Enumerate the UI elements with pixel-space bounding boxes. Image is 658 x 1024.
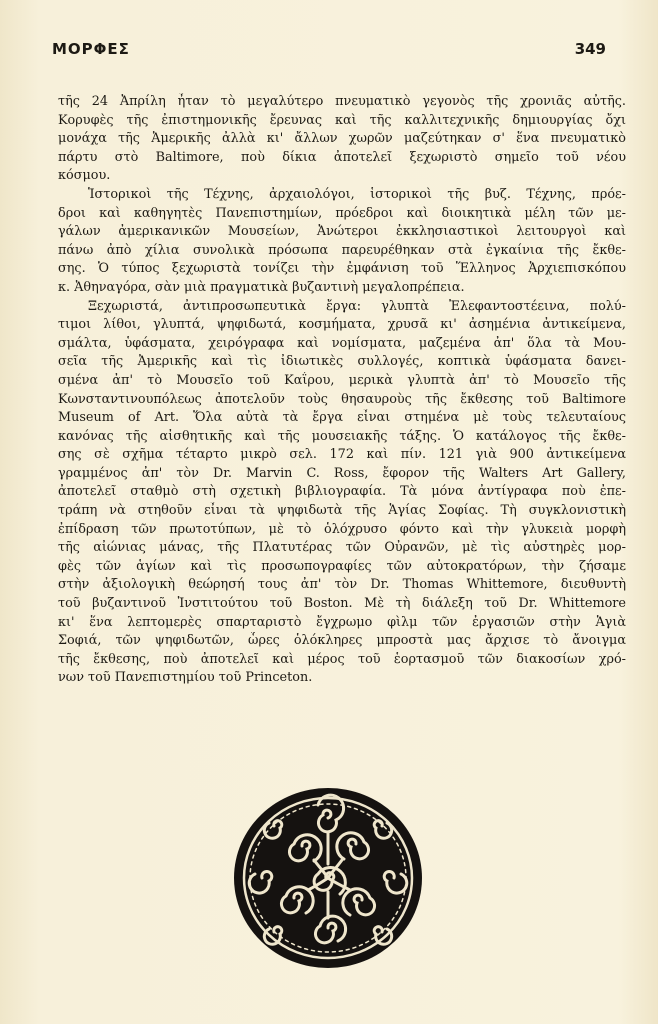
text-line: κόσμου.: [58, 168, 111, 184]
text-line: σης. Ὁ τύπος ξεχωριστὰ τονίζει τὴν ἐμφάνιση τοῦ Ἕλληνος Ἀρχιεπισκόπου: [58, 261, 626, 277]
page-number: 349: [574, 40, 606, 58]
text-line: σμένα ἀπ' τὸ Μουσεῖο τοῦ Καΐρου, μερικὰ γλυπτὰ ἀπ' τὸ Μουσεῖο τῆς: [58, 372, 626, 388]
spiral-medallion-icon: [232, 786, 424, 970]
text-line: Museum of Art. Ὅλα αὐτὰ τὰ ἔργα εἶναι στημένα μὲ τοὺς τελευταίους: [58, 410, 626, 426]
text-line: τοῦ βυζαντινοῦ Ἰνστιτούτου τοῦ Boston. Μὲ τὴ διάλεξη τοῦ Dr. Whittemore: [58, 596, 626, 612]
text-line: μονάχα τῆς Ἀμερικῆς ἀλλὰ κι' ἄλλων χωρῶν μαζεύτηκαν σ' ἕνα πνευματικὸ: [58, 131, 626, 147]
text-line: τῆς ἔκθεσης, ποὺ ἀποτελεῖ καὶ μέρος τοῦ ἑορτασμοῦ τῶν διακοσίων χρό-: [58, 651, 626, 667]
text-line: τράπη νὰ στηθοῦν εἶναι τὰ ψηφιδωτὰ τῆς Ἁγίας Σοφίας. Τὴ συγκλονιστικὴ: [58, 503, 626, 519]
text-line: νων τοῦ Πανεπιστημίου τοῦ Princeton.: [58, 670, 313, 686]
text-line: κ. Ἀθηναγόρα, σὰν μιὰ πραγματικὰ βυζαντινὴ μεγαλοπρέπεια.: [58, 279, 465, 295]
journal-title: ΜΟΡΦΕΣ: [52, 40, 130, 58]
text-line: τῆς αἰώνιας μάνας, τῆς Πλατυτέρας τῶν Οὐρανῶν, μὲ τὶς αὐστηρὲς μορ-: [58, 540, 626, 556]
text-line: Σοφιά, τῶν ψηφιδωτῶν, ὧρες ὁλόκληρες μπροστὰ μας ἄρχισε τὸ ἄνοιγμα: [58, 633, 626, 649]
text-line: στὴν ἀξιολογικὴ θεώρησή τους ἀπ' τὸν Dr. Thomas Whittemore, διευθυντὴ: [58, 577, 626, 593]
text-line: τῆς 24 Ἀπρίλη ἦταν τὸ μεγαλύτερο πνευματικὸ γεγονὸς τῆς χρονιᾶς αὐτῆς.: [58, 94, 626, 109]
text-line: γραμμένος ἀπ' τὸν Dr. Marvin C. Ross, ἔφορον τῆς Walters Art Gallery,: [58, 465, 626, 481]
text-line: ἀποτελεῖ σταθμὸ στὴ σχετικὴ βιβλιογραφία. Τὰ μόνα ἀντίγραφα ποὺ ἐπε-: [58, 484, 626, 500]
text-line: Κορυφὲς τῆς ἐπιστημονικῆς ἔρευνας καὶ τῆς καλλιτεχνικῆς δημιουργίας ὄχι: [58, 112, 626, 128]
text-line: σμάλτα, ὑφάσματα, χειρόγραφα καὶ νομίσματα, μαζεμένα ἀπ' ὅλα τὰ Μου-: [58, 335, 626, 351]
text-line: φὲς τῶν ἁγίων καὶ τὶς προσωπογραφίες τῶν αὐτοκρατόρων, τὴν ζήσαμε: [58, 558, 626, 574]
text-line: σεῖα τῆς Ἀμερικῆς καὶ τὶς ἰδιωτικὲς συλλογές, κοπτικὰ ὑφάσματα δανει-: [58, 354, 626, 370]
text-line: γάλων ἀμερικανικῶν Μουσείων, Ἀνώτεροι ἐκκλησιαστικοὶ λειτουργοὶ καὶ: [58, 224, 626, 240]
text-line: πάρτυ στὸ Baltimore, ποὺ δίκια ἀποτελεῖ ξεχωριστὸ σημεῖο τοῦ νέου: [58, 149, 626, 165]
text-line: Ἱστορικοὶ τῆς Τέχνης, ἀρχαιολόγοι, ἱστορικοὶ τῆς βυζ. Τέχνης, πρόε-: [88, 186, 626, 202]
running-head: [52, 40, 606, 64]
text-line: κι' ἕνα λεπτομερὲς σπαρταριστὸ ἔγχρωμο φὶλμ τῶν ἐργασιῶν στὴν Ἁγιὰ: [58, 614, 626, 630]
text-line: πάνω ἀπὸ χίλια συνολικὰ πρόσωπα παρευρέθηκαν στὰ ἐγκαίνια τῆς ἔκθε-: [58, 242, 626, 258]
article-text: [58, 93, 626, 688]
text-line: δροι καὶ καθηγητὲς Πανεπιστημίων, πρόεδροι καὶ διοικητικὰ μέλη τῶν με-: [58, 205, 626, 221]
text-line: Ξεχωριστά, ἀντιπροσωπευτικὰ ἔργα: γλυπτὰ Ἐλεφαντοστέεινα, πολύ-: [88, 298, 626, 314]
text-line: ἐπίδραση τῶν πρωτοτύπων, μὲ τὸ ὁλόχρυσο φόντο καὶ τὴν γλυκειὰ μορφὴ: [58, 521, 626, 537]
text-line: κανόνας τῆς αἰσθητικῆς καὶ τῆς μουσειακῆς τάξης. Ὁ κατάλογος τῆς ἔκθε-: [58, 428, 626, 444]
text-line: σης σὲ σχῆμα τέταρτο μικρὸ σελ. 172 καὶ πίν. 121 γιὰ 900 ἀντικείμενα: [58, 447, 626, 463]
text-line: Κωνσταντινουπόλεως ἀποτελοῦν τοὺς θησαυροὺς τῆς ἔκθεσης τοῦ Baltimore: [58, 391, 626, 407]
text-line: τιμοι λίθοι, γλυπτά, ψηφιδωτά, κοσμήματα, χρυσᾶ κι' ἀσημένια ἀντικείμενα,: [58, 317, 626, 333]
